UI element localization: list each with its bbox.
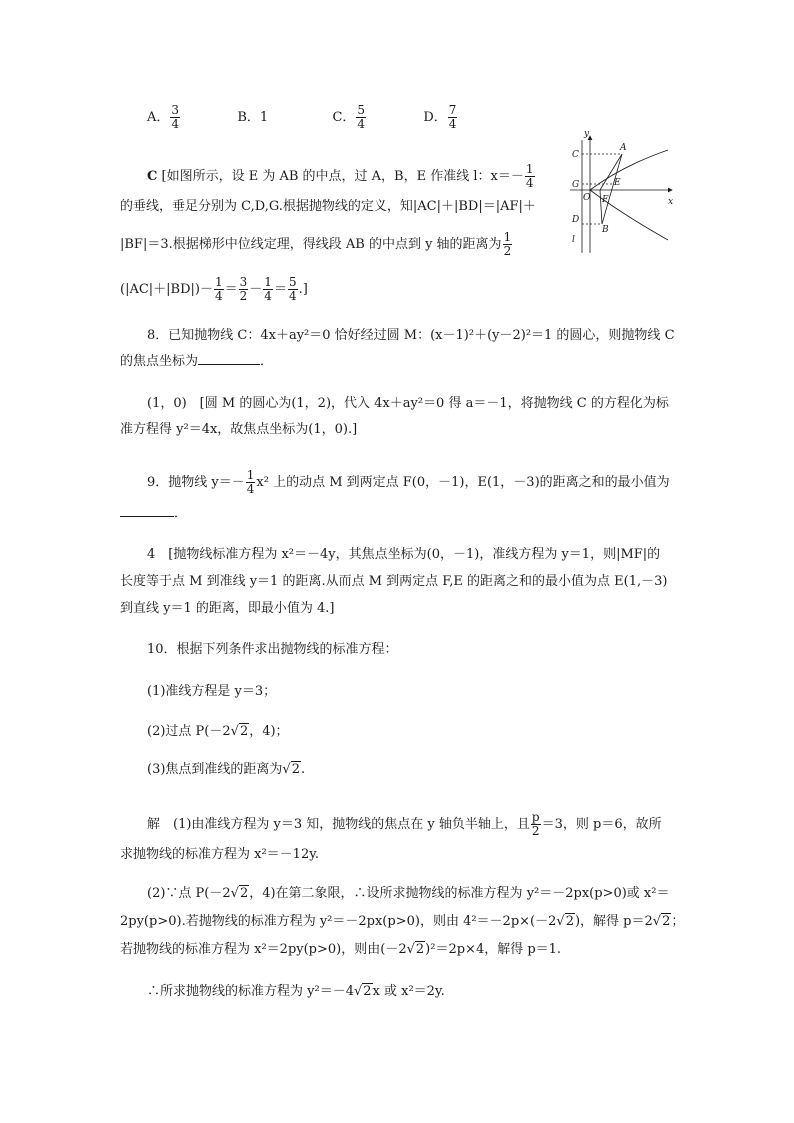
answer-blank <box>120 516 174 517</box>
q8-question-line-2: 的焦点坐标为 ． <box>120 354 274 369</box>
label-b: B <box>602 225 609 235</box>
q10-condition-1: (1)准线方程是 y＝3； <box>147 684 277 699</box>
label-a: A <box>620 143 627 153</box>
answer-blank <box>198 364 260 365</box>
q10-solution-1-line-2: 求抛物线的标准方程为 x²＝－12y. <box>120 847 319 862</box>
q7-solution-line-2: 的垂线，垂足分别为 C,D,G.根据抛物线的定义，知|AC|＋|BD|＝|AF|＋ <box>120 199 536 214</box>
q9-question-line-2: ． <box>120 504 187 524</box>
q9-question-line-1: 9．抛物线 y＝－ $\frac{1}{4}$ x² 上的动点 M 到两定点 F(0，－1)，E(1，－3)的距离之和的最小值为 <box>147 468 670 496</box>
label-c: C <box>572 150 579 160</box>
q8-answer-line-2: 准方程得 y²＝4x，故焦点坐标为(1，0).] <box>120 422 358 437</box>
q10-solution-2-line-1: (2)∵点 P(－2√2，4)在第二象限，∴设所求抛物线的标准方程为 y²＝－2px(p>0)或 x²＝ <box>147 886 670 901</box>
q9-answer-line-3: 到直线 y＝1 的距离，即最小值为 4.] <box>120 601 335 616</box>
q10-solution-2-line-3: 若抛物线的标准方程为 x²＝2py(p>0)，则由(－2√2)²＝2p×4，解得 p＝1. <box>120 942 562 957</box>
label-l: l <box>572 235 575 245</box>
q7-solution-line-4: (|AC|＋|BD|)－ $\frac{1}{4}$ ＝ $\frac{3}{2}$ － $\frac{1}{4}$ ＝ $\frac{5}{4}$ .] <box>120 275 308 303</box>
label-e: E <box>614 178 621 188</box>
q10-condition-2: (2)过点 P(－2√2，4)； <box>147 724 289 739</box>
q10-conclusion: ∴所求抛物线的标准方程为 y²＝－4√2x 或 x²＝2y. <box>147 984 445 999</box>
q7-solution-line-1: C [如图所示，设 E 为 AB 的中点，过 A，B，E 作准线 l：x＝－ $\frac{1}{4}$ <box>147 162 534 190</box>
q10-condition-3: (3)焦点到准线的距离为√2. <box>147 762 306 777</box>
q8-answer-line-1: (1，0) [圆 M 的圆心为(1，2)，代入 4x＋ay²＝0 得 a＝－1，将抛物线 C 的方程化为标 <box>147 396 669 411</box>
label-f: F <box>602 195 609 205</box>
q7-options <box>147 104 458 131</box>
label-o: O <box>583 193 591 203</box>
label-d: D <box>572 215 580 225</box>
q9-answer-line-1: 4 [抛物线标准方程为 x²＝－4y，其焦点坐标为(0，－1)，准线方程为 y＝1，则|MF|的 <box>147 547 661 562</box>
parabola-figure <box>560 128 680 258</box>
chord-ab <box>602 154 622 224</box>
q9-answer-line-2: 长度等于点 M 到准线 y＝1 的距离.从而点 M 到两定点 F,E 的距离之和的最小值为点 E(1,－3) <box>120 574 668 589</box>
option-b: B．1 <box>237 110 269 125</box>
label-y: y <box>584 129 590 139</box>
q7-solution-line-3: |BF|＝3.根据梯形中位线定理，得线段 AB 的中点到 y 轴的距离为 $\frac{1}{2}$ <box>120 230 512 258</box>
label-g: G <box>572 180 580 190</box>
option-c: C． $\frac{5}{4}$ <box>332 103 366 131</box>
q10-question: 10．根据下列条件求出抛物线的标准方程： <box>147 642 398 657</box>
option-a: A． $\frac{3}{4}$ <box>147 103 180 131</box>
q8-question-line-1: 8．已知抛物线 C：4x＋ay²＝0 恰好经过圆 M：(x－1)²＋(y－2)²＝1 的圆心，则抛物线 C <box>147 328 675 343</box>
label-x: x <box>668 197 674 207</box>
q10-solution-2-line-2: 2py(p>0).若抛物线的标准方程为 y²＝－2px(p>0)，则由 4²＝－2p×(－2√2)，解得 p＝2√2； <box>120 914 685 929</box>
option-d: D． $\frac{7}{4}$ <box>423 103 457 131</box>
q10-solution-1-line-1: 解 (1)由准线方程为 y＝3 知，抛物线的焦点在 y 轴负半轴上，且 $\frac{p}{2}$ ＝3，则 p＝6，故所 <box>147 810 662 838</box>
